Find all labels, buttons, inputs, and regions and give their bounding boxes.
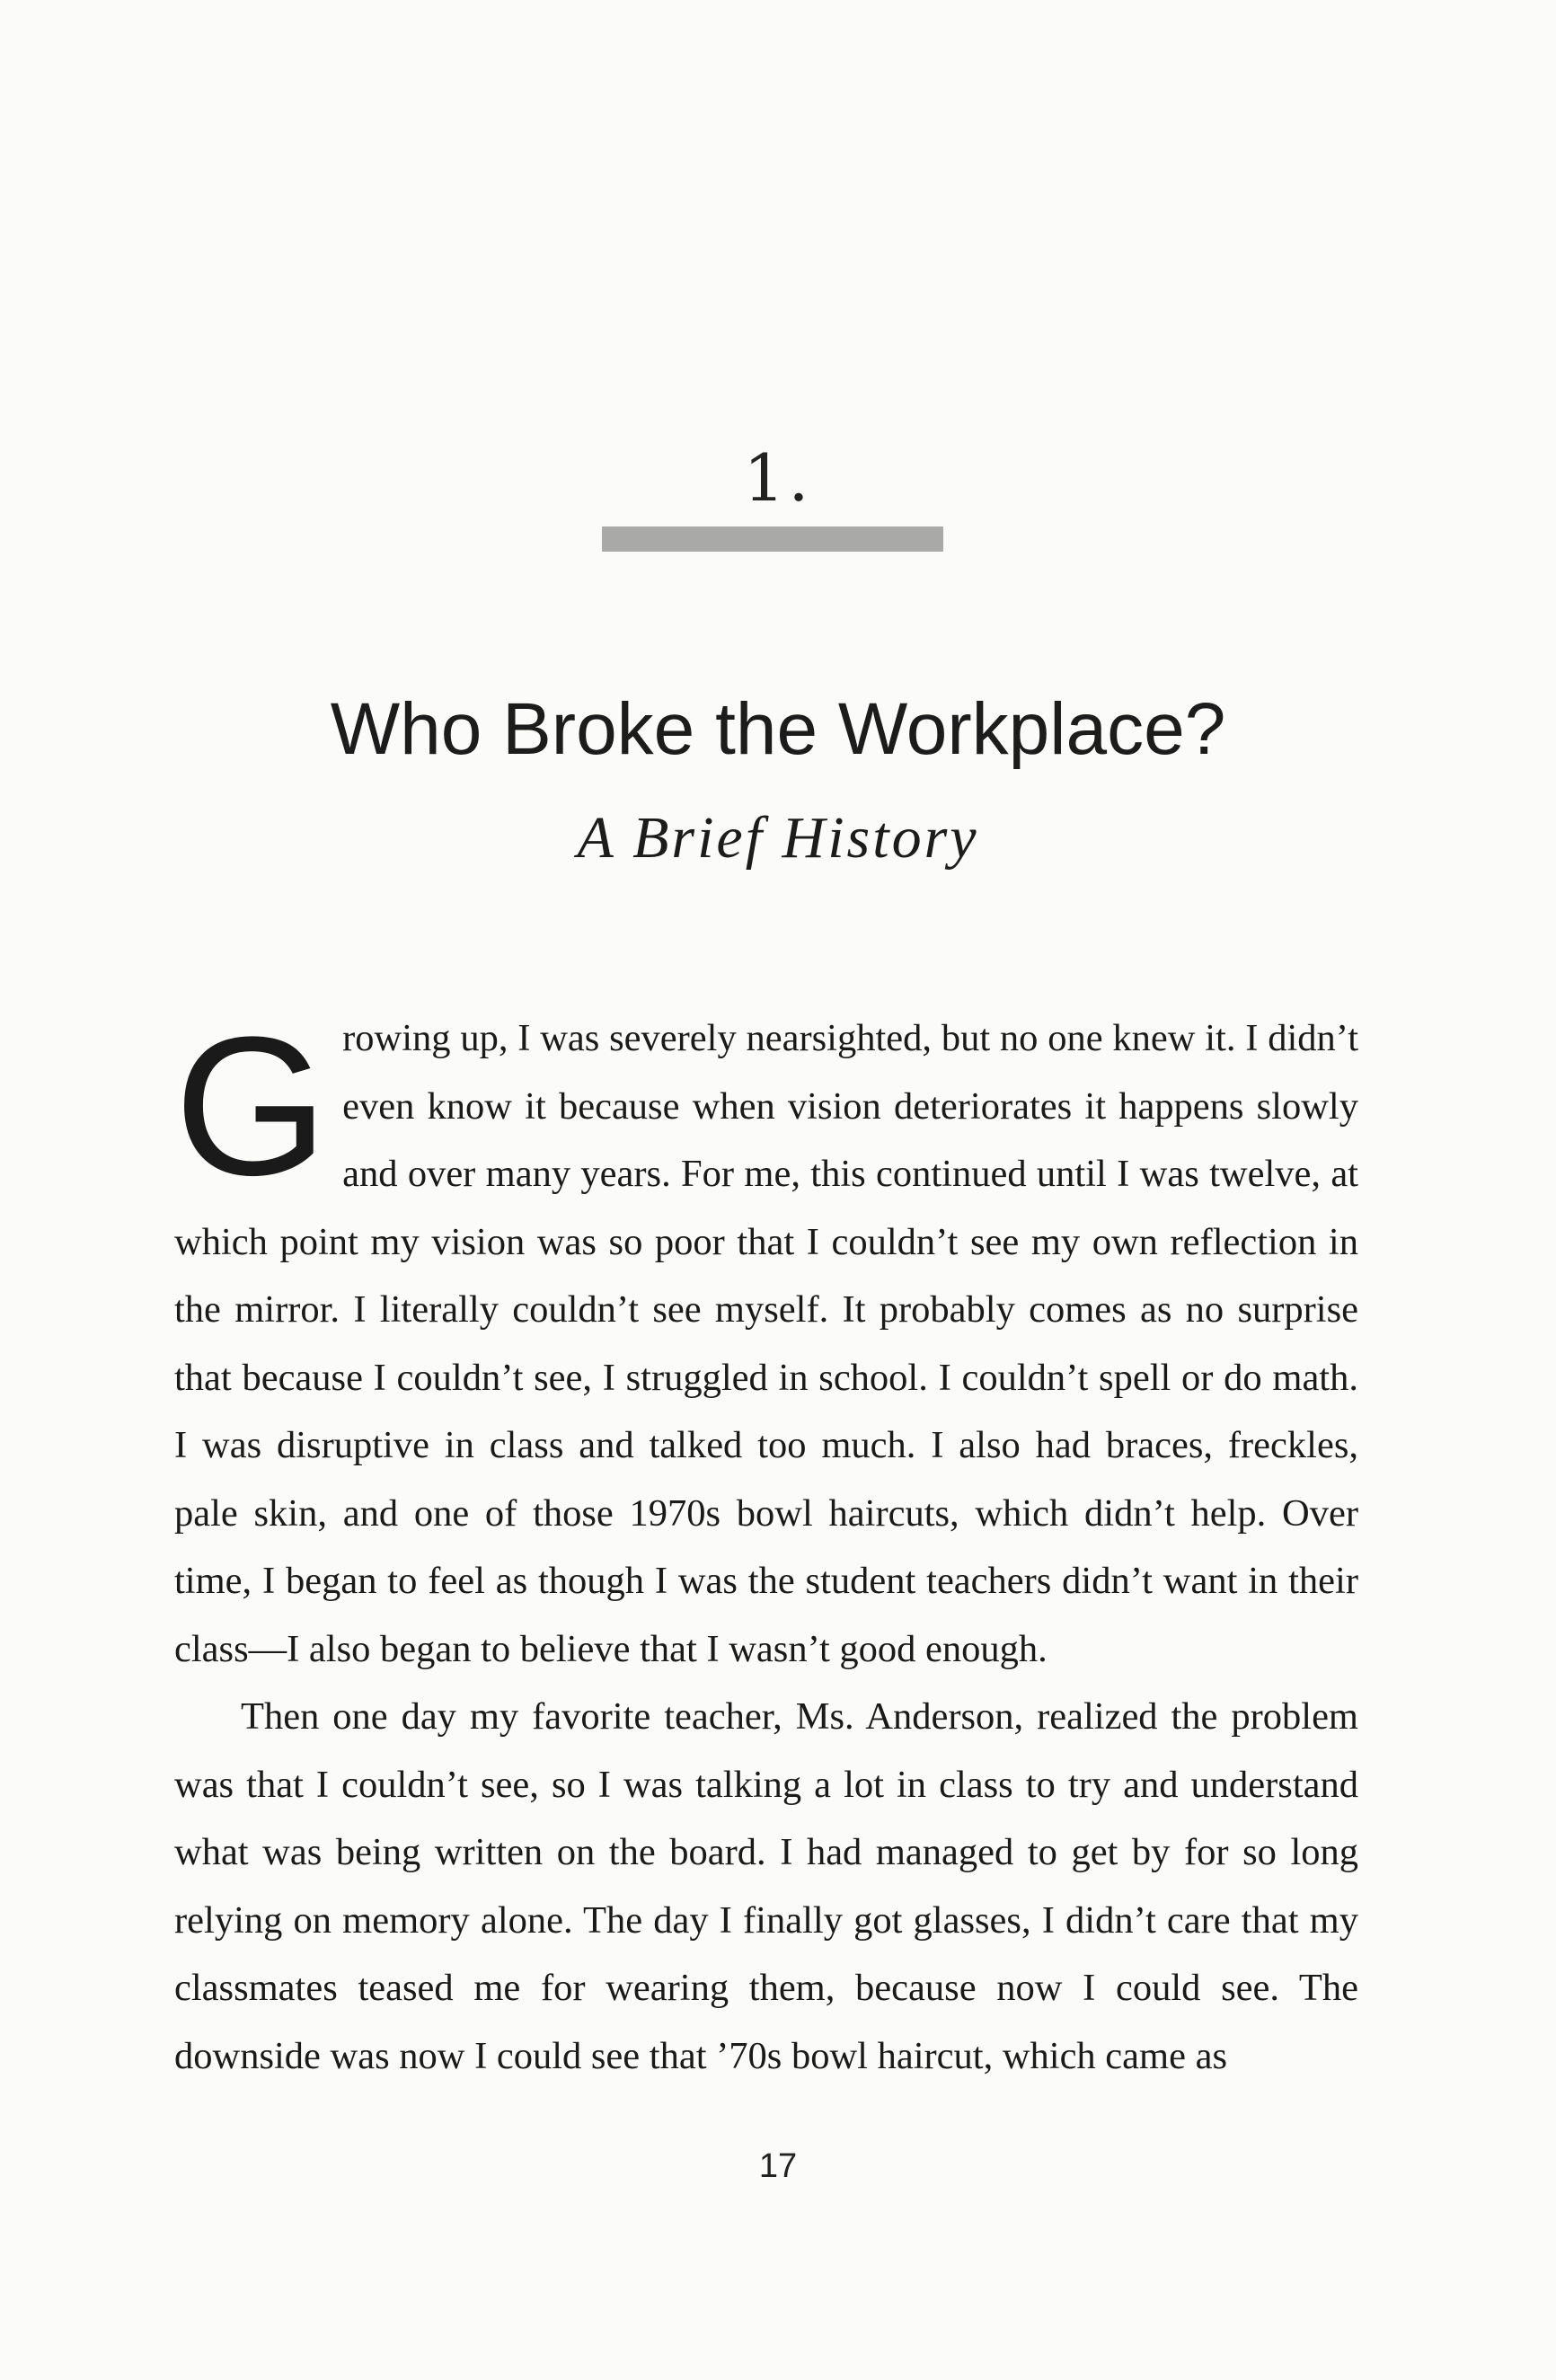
chapter-subtitle: A Brief History <box>577 805 979 871</box>
chapter-rule <box>602 526 943 552</box>
paragraph-1-text: rowing up, I was severely nearsighted, but no one knew it. I didn’t even know it because when vision deteriorates it happens slowly and over many years. For me, this continued until I was twelve, at which point my vision was so poor that I couldn’t see my own reflection in the mirror. I literally couldn’t see myself. It probably comes as no surprise that because I couldn’t see, I struggled in school. I couldn’t spell or do math. I was disruptive in class and talked too much. I also had braces, freckles, pale skin, and one of those 1970s bowl haircuts, which didn’t help. Over time, I began to feel as though I was the student teachers didn’t want in their class—I also began to believe that I wasn’t good enough. <box>174 1017 1358 1670</box>
page-number: 17 <box>758 2147 798 2185</box>
paragraph-1 <box>174 995 1358 1683</box>
drop-cap: G <box>174 995 329 1217</box>
body-text <box>174 995 1358 2090</box>
chapter-number: 1. <box>743 440 813 516</box>
paragraph-2: Then one day my favorite teacher, Ms. Anderson, realized the problem was that I couldn’t see, so I was talking a lot in class to try and understand what was being written on the board. I had managed to get by for so long relying on memory alone. The day I finally got glasses, I didn’t care that my classmates teased me for wearing them, because now I could see. The downside was now I could see that ’70s bowl haircut, which came as <box>174 1695 1358 2077</box>
chapter-title: Who Broke the Workplace? <box>330 688 1226 770</box>
